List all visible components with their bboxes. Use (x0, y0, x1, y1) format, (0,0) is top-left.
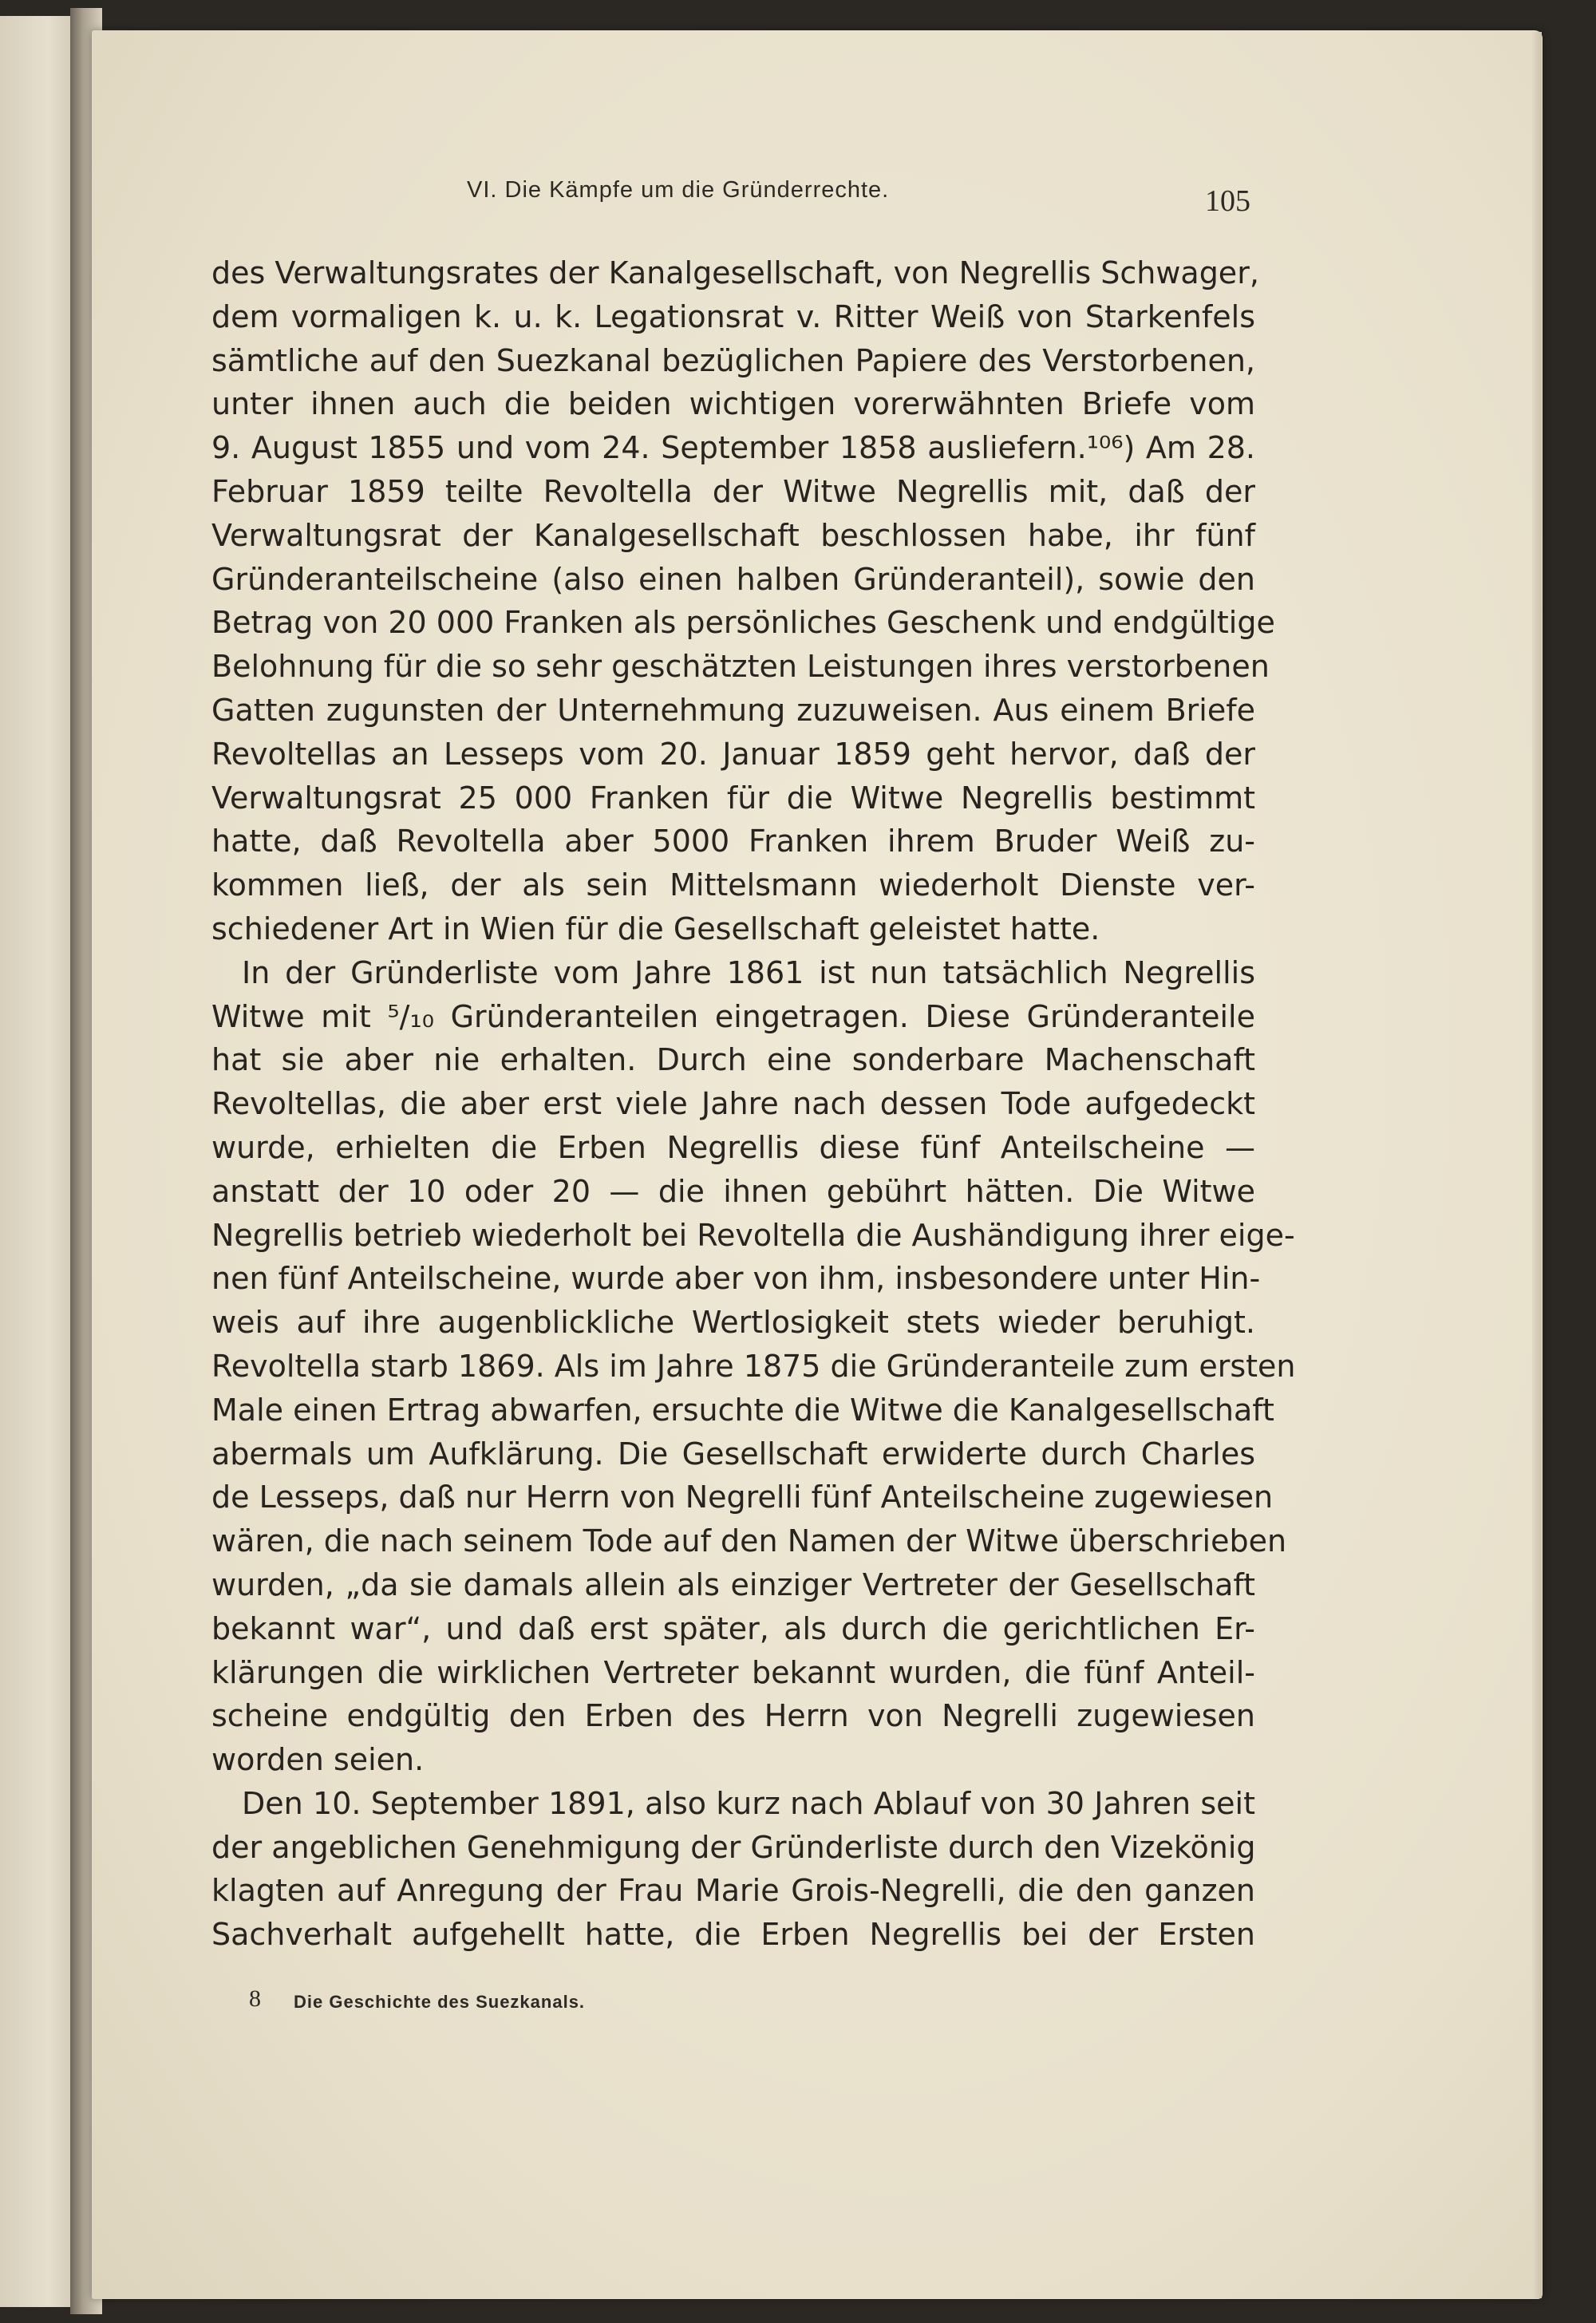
text-line: Gatten zugunsten der Unternehmung zuzuweisen. Aus einem Briefe (211, 692, 1255, 728)
text-line: sämtliche auf den Suezkanal bezüglichen Papiere des Verstorbenen, (211, 342, 1255, 378)
text-line: hatte, daß Revoltella aber 5000 Franken ihrem Bruder Weiß zu- (211, 824, 1255, 859)
text-line: worden seien. (211, 1742, 425, 1778)
text-line: Revoltella starb 1869. Als im Jahre 1875 die Gründeranteile zum ersten (211, 1348, 1296, 1384)
text-line: scheine endgültig den Erben des Herrn von Negrelli zugewiesen (211, 1698, 1255, 1734)
text-line: Witwe mit ⁵/₁₀ Gründeranteilen eingetragen. Diese Gründeranteile (211, 998, 1255, 1034)
text-line: Belohnung für die so sehr geschätzten Leistungen ihres verstorbenen (211, 649, 1270, 685)
text-line: Gründeranteilscheine (also einen halben Gründeranteil), sowie den (211, 561, 1255, 597)
signature-book-title: Die Geschichte des Suezkanals. (294, 1992, 586, 2012)
text-line: wurden, „da sie damals allein als einziger Vertreter der Gesellschaft (211, 1566, 1255, 1602)
text-line: In der Gründerliste vom Jahre 1861 ist nun tatsächlich Negrellis (242, 954, 1255, 990)
text-line: 9. August 1855 und vom 24. September 1858 ausliefern.¹⁰⁶) Am 28. (211, 430, 1255, 466)
text-line: schiedener Art in Wien für die Gesellschaft geleistet hatte. (211, 911, 1100, 946)
text-line: der angeblichen Genehmigung der Gründerliste durch den Vizekönig (211, 1829, 1256, 1865)
text-line: Negrellis betrieb wiederholt bei Revoltella die Aushändigung ihrer eige- (211, 1217, 1295, 1253)
text-line: klärungen die wirklichen Vertreter bekannt wurden, die fünf Anteil- (211, 1654, 1255, 1690)
page-number: 105 (1205, 184, 1250, 218)
text-line: kommen ließ, der als sein Mittelsmann wiederholt Dienste ver- (211, 867, 1255, 903)
running-head: VI. Die Kämpfe um die Gründerrechte. (467, 177, 890, 203)
text-line: bekannt war“, und daß erst später, als durch die gerichtlichen Er- (211, 1610, 1255, 1646)
body-text (211, 251, 1296, 1957)
text-line: Revoltellas an Lesseps vom 20. Januar 1859 geht hervor, daß der (211, 736, 1255, 772)
text-line: Februar 1859 teilte Revoltella der Witwe Negrellis mit, daß der (211, 473, 1255, 509)
text-line: abermals um Aufklärung. Die Gesellschaft erwiderte durch Charles (211, 1436, 1255, 1472)
printer-signature: 8 (249, 1985, 261, 2012)
text-line: Verwaltungsrat 25 000 Franken für die Witwe Negrellis bestimmt (211, 780, 1255, 816)
text-line: hat sie aber nie erhalten. Durch eine sonderbare Machenschaft (211, 1042, 1255, 1078)
text-line: Sachverhalt aufgehellt hatte, die Erben Negrellis bei der Ersten (211, 1917, 1255, 1953)
text-line: wären, die nach seinem Tode auf den Namen der Witwe überschrieben (211, 1523, 1287, 1559)
text-line: unter ihnen auch die beiden wichtigen vorerwähnten Briefe vom (211, 386, 1255, 422)
text-line: klagten auf Anregung der Frau Marie Grois-Negrelli, die den ganzen (211, 1873, 1255, 1909)
text-line: dem vormaligen k. u. k. Legationsrat v. Ritter Weiß von Starkenfels (211, 298, 1255, 334)
text-line: de Lesseps, daß nur Herrn von Negrelli fünf Anteilscheine zugewiesen (211, 1480, 1274, 1515)
text-line: Verwaltungsrat der Kanalgesellschaft beschlossen habe, ihr fünf (211, 517, 1255, 553)
text-line: des Verwaltungsrates der Kanalgesellschaft, von Negrellis Schwager, (211, 255, 1259, 290)
text-line: Revoltellas, die aber erst viele Jahre nach dessen Tode aufgedeckt (211, 1086, 1255, 1122)
previous-page-edge (0, 16, 80, 2307)
text-line: anstatt der 10 oder 20 — die ihnen gebührt hätten. Die Witwe (211, 1173, 1255, 1209)
text-line: weis auf ihre augenblickliche Wertlosigkeit stets wieder beruhigt. (211, 1305, 1255, 1341)
text-line: nen fünf Anteilscheine, wurde aber von ihm, insbesondere unter Hin- (211, 1261, 1261, 1297)
text-line: Betrag von 20 000 Franken als persönliches Geschenk und endgültige (211, 605, 1275, 641)
text-line: Male einen Ertrag abwarfen, ersuchte die Witwe die Kanalgesellschaft (211, 1392, 1274, 1428)
text-line: Den 10. September 1891, also kurz nach Ablauf von 30 Jahren seit (242, 1785, 1255, 1821)
text-line: wurde, erhielten die Erben Negrellis diese fünf Anteilscheine — (211, 1129, 1255, 1165)
page-fore-edge (1532, 32, 1542, 2298)
